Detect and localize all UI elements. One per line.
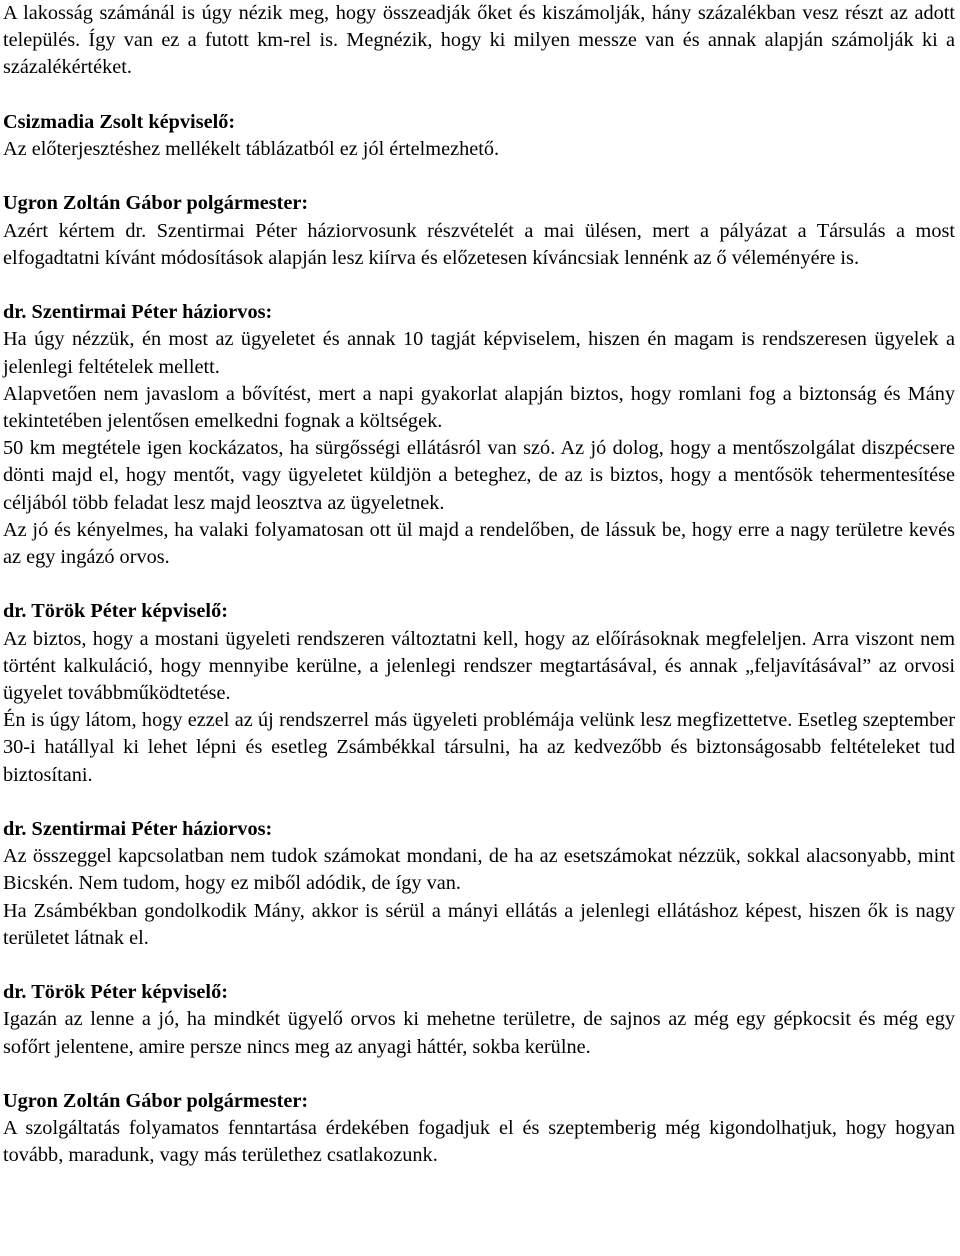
intro-section [3,0,955,82]
paragraph: Az jó és kényelmes, ha valaki folyamatosan ott ül majd a rendelőben, de lássuk be, hogy erre a nagy területre kevés az egy ingázó orvos. [3,518,955,569]
spacer [3,272,955,299]
statement-ugron-1 [3,190,955,272]
speaker-name: dr. Szentirmai Péter háziorvos: [3,818,273,841]
document-page [3,0,955,1170]
statement-csizmadia [3,109,955,163]
speaker-name: Ugron Zoltán Gábor polgármester: [3,1090,309,1113]
paragraph: Ha Zsámbékban gondolkodik Mány, akkor is sérül a mányi ellátás a jelenlegi ellátáshoz képest, hiszen ők is nagy területet látnak el. [3,899,955,949]
speaker-name: Ugron Zoltán Gábor polgármester: [3,192,309,215]
spacer [3,952,955,979]
statement-torok-2 [3,979,955,1061]
speaker-name: dr. Török Péter képviselő: [3,600,228,623]
spacer [3,163,955,190]
spacer [3,571,955,598]
paragraph: Igazán az lenne a jó, ha mindkét ügyelő orvos ki mehetne területre, de sajnos az még egy gépkocsit és még egy sofőrt jelentene, amire persze nincs meg az anyagi háttér, sokba kerülne. [3,1008,955,1058]
paragraph: Az összeggel kapcsolatban nem tudok számokat mondani, de ha az esetszámokat nézzük, sokkal alacsonyabb, mint Bicskén. Nem tudom, hogy ez miből adódik, de így van. [3,845,955,895]
paragraph: Ha úgy nézzük, én most az ügyeletet és annak 10 tagját képviselem, hiszen én magam is rendszeresen ügyelek a jelenlegi feltételek mellett. [3,328,955,378]
paragraph: A szolgáltatás folyamatos fenntartása érdekében fogadjuk el és szeptemberig még kigondolhatjuk, hogy hogyan tovább, maradunk, vagy más területhez csatlakozunk. [3,1117,955,1167]
spacer [3,789,955,816]
paragraph: Alapvetően nem javaslom a bővítést, mert a napi gyakorlat alapján biztos, hogy romlani fog a biztonság és Mány tekintetében jelentősen emelkedni fognak a költségek. [3,382,955,432]
paragraph: Az előterjesztéshez mellékelt táblázatból ez jól értelmezhető. [3,138,500,160]
paragraph: 50 km megtétele igen kockázatos, ha sürgősségi ellátásról van szó. Az jó dolog, hogy a mentőszolgálat diszpécsere dönti majd el, hogy mentőt, vagy ügyeletet küldjön a beteghez, de az is biztos, hogy a mentősök tehermentesítése céljából több feladat lesz majd leosztva az ügyeletnek. [3,437,955,514]
speaker-name: dr. Szentirmai Péter háziorvos: [3,301,273,324]
paragraph: Én is úgy látom, hogy ezzel az új rendszerrel más ügyeleti problémája velünk lesz megfizettetve. Esetleg szeptember 30-i hatállyal ki lehet lépni és esetleg Zsámbékkal társulni, ha az kedvezőbb és biztonságosabb feltételeket tud biztosítani. [3,709,955,786]
paragraph: Az biztos, hogy a mostani ügyeleti rendszeren változtatni kell, hogy az előírásoknak megfeleljen. Arra viszont nem történt kalkuláció, hogy mennyibe kerülne, a jelenlegi rendszer megtartásával, és annak „feljavításával” az orvosi ügyelet továbbműködtetése. [3,627,955,705]
statement-ugron-2 [3,1088,955,1170]
statement-szentirmai-2 [3,816,955,952]
speaker-name: Csizmadia Zsolt képviselő: [3,110,236,133]
statement-szentirmai-1 [3,299,955,571]
statement-torok-1 [3,598,955,788]
speaker-name: dr. Török Péter képviselő: [3,981,228,1004]
paragraph: Azért kértem dr. Szentirmai Péter háziorvosunk részvételét a mai ülésen, mert a pályázat a Társulás a most elfogadtatni kívánt módosítások alapján lesz kiírva és előzetesen kíváncsiak lennénk az ő véleményére is. [3,219,955,269]
paragraph: A lakosság számánál is úgy nézik meg, hogy összeadják őket és kiszámolják, hány százalékban vesz részt az adott település. Így van ez a futott km-rel is. Megnézik, hogy ki milyen messze van és annak alapján számolják ki a százalékértéket. [3,2,955,79]
spacer [3,82,955,109]
spacer [3,1061,955,1088]
